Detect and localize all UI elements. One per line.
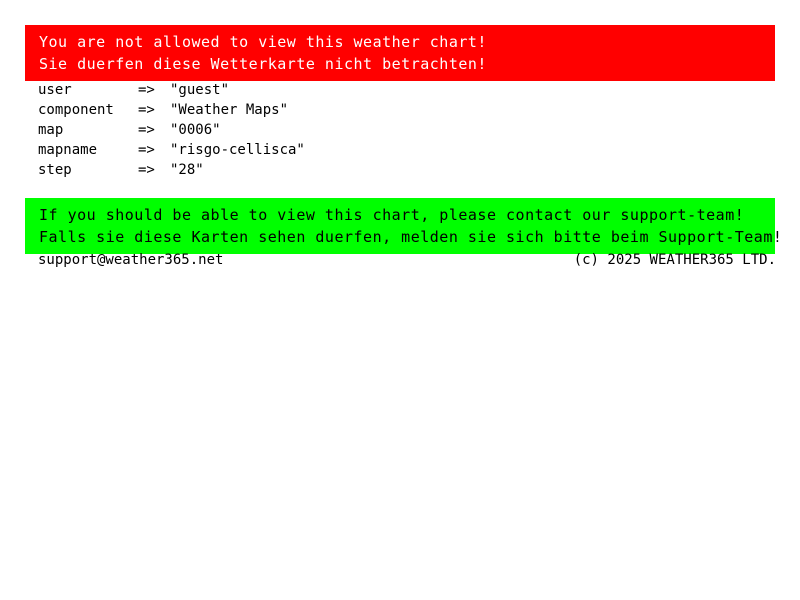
param-row: [38, 100, 305, 120]
param-value: "risgo-cellisca": [170, 142, 305, 158]
access-denied-text-de: Sie duerfen diese Wetterkarte nicht betrachten!: [39, 55, 487, 73]
support-info-text-en: If you should be able to view this chart, please contact our support-team!: [39, 206, 745, 224]
support-info-text-de: Falls sie diese Karten sehen duerfen, melden sie sich bitte beim Support-Team!: [39, 228, 783, 246]
request-parameters: [38, 80, 305, 180]
page-footer: [38, 250, 776, 270]
param-value: "0006": [170, 122, 221, 138]
copyright-text: (c) 2025 WEATHER365 LTD.: [573, 252, 776, 268]
param-key: mapname: [38, 142, 98, 158]
param-value: "Weather Maps": [170, 102, 289, 118]
param-arrow: =>: [138, 122, 155, 138]
param-value: "guest": [170, 82, 230, 98]
support-email-link[interactable]: support@weather365.net: [38, 252, 224, 268]
support-info-banner: [25, 198, 783, 254]
param-key: user: [38, 82, 72, 98]
access-denied-banner: [25, 25, 775, 81]
param-arrow: =>: [138, 162, 155, 178]
param-row: [38, 80, 305, 100]
param-row: [38, 160, 305, 180]
param-arrow: =>: [138, 82, 155, 98]
param-key: component: [38, 102, 114, 118]
param-key: map: [38, 122, 64, 138]
param-arrow: =>: [138, 142, 155, 158]
param-row: [38, 120, 305, 140]
param-value: "28": [170, 162, 204, 178]
param-key: step: [38, 162, 72, 178]
param-row: [38, 140, 305, 160]
param-arrow: =>: [138, 102, 155, 118]
access-denied-text-en: You are not allowed to view this weather chart!: [39, 33, 487, 51]
